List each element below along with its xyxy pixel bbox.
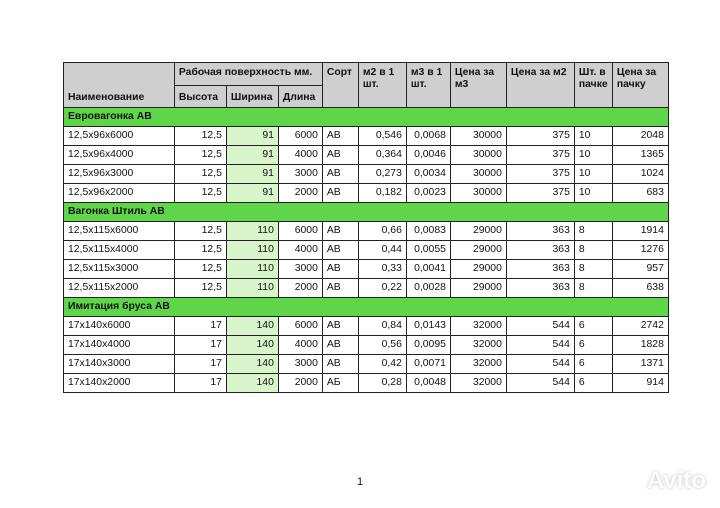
section-filler-cell bbox=[612, 108, 668, 127]
header-price-per-m2: Цена за м2 bbox=[506, 63, 574, 108]
cell-pieces-per-pack: 6 bbox=[574, 374, 612, 393]
avito-watermark bbox=[609, 466, 706, 496]
section-filler-cell bbox=[406, 108, 450, 127]
cell-grade: АБ bbox=[322, 374, 358, 393]
cell-grade: АВ bbox=[322, 279, 358, 298]
cell-price-per-pack: 1828 bbox=[612, 336, 668, 355]
cell-length: 6000 bbox=[278, 317, 322, 336]
cell-height: 12,5 bbox=[174, 146, 226, 165]
table-row bbox=[64, 222, 669, 241]
cell-m2-per-piece: 0,28 bbox=[358, 374, 406, 393]
header-name-top bbox=[64, 63, 175, 86]
cell-length: 2000 bbox=[278, 279, 322, 298]
cell-price-per-m3: 30000 bbox=[450, 146, 506, 165]
cell-pieces-per-pack: 8 bbox=[574, 260, 612, 279]
cell-height: 12,5 bbox=[174, 279, 226, 298]
table-row bbox=[64, 336, 669, 355]
cell-price-per-pack: 1276 bbox=[612, 241, 668, 260]
cell-price-per-pack: 683 bbox=[612, 184, 668, 203]
cell-price-per-m2: 544 bbox=[506, 374, 574, 393]
cell-m3-per-piece: 0,0023 bbox=[406, 184, 450, 203]
cell-m3-per-piece: 0,0095 bbox=[406, 336, 450, 355]
cell-grade: АВ bbox=[322, 165, 358, 184]
cell-m2-per-piece: 0,22 bbox=[358, 279, 406, 298]
cell-price-per-m3: 32000 bbox=[450, 355, 506, 374]
cell-price-per-pack: 1365 bbox=[612, 146, 668, 165]
header-price-per-m3: Цена за м3 bbox=[450, 63, 506, 108]
cell-price-per-m3: 32000 bbox=[450, 336, 506, 355]
cell-m2-per-piece: 0,364 bbox=[358, 146, 406, 165]
cell-price-per-m2: 363 bbox=[506, 222, 574, 241]
cell-name: 12,5х96х3000 bbox=[64, 165, 175, 184]
cell-name: 12,5х115х3000 bbox=[64, 260, 175, 279]
section-filler-cell bbox=[278, 108, 322, 127]
cell-name: 12,5х115х4000 bbox=[64, 241, 175, 260]
header-pieces-per-pack: Шт. в пачке bbox=[574, 63, 612, 108]
section-filler-cell bbox=[406, 298, 450, 317]
cell-length: 4000 bbox=[278, 336, 322, 355]
cell-length: 6000 bbox=[278, 127, 322, 146]
cell-m2-per-piece: 0,273 bbox=[358, 165, 406, 184]
section-filler-cell bbox=[506, 203, 574, 222]
cell-m3-per-piece: 0,0055 bbox=[406, 241, 450, 260]
header-length: Длина bbox=[278, 86, 322, 108]
cell-width: 91 bbox=[226, 184, 278, 203]
cell-price-per-m3: 30000 bbox=[450, 165, 506, 184]
cell-height: 17 bbox=[174, 374, 226, 393]
section-row bbox=[64, 298, 669, 317]
cell-m3-per-piece: 0,0046 bbox=[406, 146, 450, 165]
cell-pieces-per-pack: 6 bbox=[574, 355, 612, 374]
cell-price-per-m2: 544 bbox=[506, 336, 574, 355]
cell-m3-per-piece: 0,0083 bbox=[406, 222, 450, 241]
section-filler-cell bbox=[574, 108, 612, 127]
cell-width: 110 bbox=[226, 222, 278, 241]
cell-price-per-m2: 363 bbox=[506, 279, 574, 298]
table-row bbox=[64, 146, 669, 165]
cell-name: 12,5х115х2000 bbox=[64, 279, 175, 298]
cell-m3-per-piece: 0,0034 bbox=[406, 165, 450, 184]
cell-pieces-per-pack: 6 bbox=[574, 317, 612, 336]
table-row bbox=[64, 127, 669, 146]
cell-length: 3000 bbox=[278, 355, 322, 374]
section-filler-cell bbox=[450, 203, 506, 222]
cell-length: 4000 bbox=[278, 241, 322, 260]
section-filler-cell bbox=[358, 108, 406, 127]
cell-m3-per-piece: 0,0143 bbox=[406, 317, 450, 336]
section-filler-cell bbox=[574, 203, 612, 222]
cell-grade: АВ bbox=[322, 146, 358, 165]
cell-m2-per-piece: 0,546 bbox=[358, 127, 406, 146]
header-m2-per-piece: м2 в 1 шт. bbox=[358, 63, 406, 108]
cell-width: 140 bbox=[226, 317, 278, 336]
cell-width: 140 bbox=[226, 374, 278, 393]
section-filler-cell bbox=[506, 108, 574, 127]
cell-grade: АВ bbox=[322, 184, 358, 203]
cell-price-per-m3: 29000 bbox=[450, 241, 506, 260]
cell-price-per-pack: 2048 bbox=[612, 127, 668, 146]
cell-m3-per-piece: 0,0068 bbox=[406, 127, 450, 146]
header-price-per-pack: Цена за пачку bbox=[612, 63, 668, 108]
header-width: Ширина bbox=[226, 86, 278, 108]
cell-width: 91 bbox=[226, 127, 278, 146]
cell-height: 17 bbox=[174, 336, 226, 355]
section-filler-cell bbox=[278, 203, 322, 222]
cell-width: 140 bbox=[226, 336, 278, 355]
cell-grade: АВ bbox=[322, 222, 358, 241]
cell-length: 4000 bbox=[278, 146, 322, 165]
cell-pieces-per-pack: 6 bbox=[574, 336, 612, 355]
cell-length: 2000 bbox=[278, 374, 322, 393]
header-row-1 bbox=[64, 63, 669, 86]
cell-price-per-pack: 957 bbox=[612, 260, 668, 279]
cell-pieces-per-pack: 8 bbox=[574, 222, 612, 241]
cell-price-per-m3: 29000 bbox=[450, 222, 506, 241]
table-row bbox=[64, 184, 669, 203]
section-filler-cell bbox=[406, 203, 450, 222]
cell-price-per-pack: 1024 bbox=[612, 165, 668, 184]
section-filler-cell bbox=[574, 298, 612, 317]
section-filler-cell bbox=[358, 298, 406, 317]
cell-length: 3000 bbox=[278, 165, 322, 184]
cell-m3-per-piece: 0,0048 bbox=[406, 374, 450, 393]
cell-price-per-m2: 363 bbox=[506, 241, 574, 260]
header-grade: Сорт bbox=[322, 63, 358, 108]
cell-price-per-pack: 2742 bbox=[612, 317, 668, 336]
cell-length: 2000 bbox=[278, 184, 322, 203]
table-row bbox=[64, 374, 669, 393]
section-filler-cell bbox=[278, 298, 322, 317]
cell-price-per-pack: 914 bbox=[612, 374, 668, 393]
cell-name: 12,5х96х2000 bbox=[64, 184, 175, 203]
section-filler-cell bbox=[322, 108, 358, 127]
cell-width: 91 bbox=[226, 146, 278, 165]
cell-height: 17 bbox=[174, 355, 226, 374]
table-row bbox=[64, 355, 669, 374]
section-filler-cell bbox=[612, 203, 668, 222]
section-row bbox=[64, 108, 669, 127]
cell-m2-per-piece: 0,33 bbox=[358, 260, 406, 279]
cell-price-per-pack: 638 bbox=[612, 279, 668, 298]
cell-name: 12,5х96х6000 bbox=[64, 127, 175, 146]
cell-grade: АВ bbox=[322, 241, 358, 260]
section-filler-cell bbox=[506, 298, 574, 317]
cell-name: 12,5х96х4000 bbox=[64, 146, 175, 165]
cell-m2-per-piece: 0,56 bbox=[358, 336, 406, 355]
cell-price-per-m2: 375 bbox=[506, 127, 574, 146]
header-m3-per-piece: м3 в 1 шт. bbox=[406, 63, 450, 108]
section-filler-cell bbox=[450, 108, 506, 127]
cell-price-per-m3: 30000 bbox=[450, 184, 506, 203]
cell-price-per-m3: 32000 bbox=[450, 317, 506, 336]
cell-name: 17х140х4000 bbox=[64, 336, 175, 355]
cell-height: 17 bbox=[174, 317, 226, 336]
cell-width: 110 bbox=[226, 279, 278, 298]
cell-name: 17х140х6000 bbox=[64, 317, 175, 336]
section-filler-cell bbox=[226, 203, 278, 222]
cell-grade: АВ bbox=[322, 317, 358, 336]
cell-grade: АВ bbox=[322, 336, 358, 355]
cell-name: 17х140х3000 bbox=[64, 355, 175, 374]
cell-m2-per-piece: 0,42 bbox=[358, 355, 406, 374]
cell-height: 12,5 bbox=[174, 127, 226, 146]
table-row bbox=[64, 279, 669, 298]
cell-width: 110 bbox=[226, 260, 278, 279]
section-title: Имитация бруса АВ bbox=[64, 298, 175, 317]
cell-m3-per-piece: 0,0071 bbox=[406, 355, 450, 374]
cell-height: 12,5 bbox=[174, 260, 226, 279]
section-filler-cell bbox=[226, 298, 278, 317]
table-row bbox=[64, 241, 669, 260]
cell-price-per-m2: 544 bbox=[506, 317, 574, 336]
table-row bbox=[64, 165, 669, 184]
section-filler-cell bbox=[322, 203, 358, 222]
page-number: 1 bbox=[356, 476, 364, 488]
cell-name: 17х140х2000 bbox=[64, 374, 175, 393]
section-filler-cell bbox=[174, 298, 226, 317]
cell-pieces-per-pack: 10 bbox=[574, 165, 612, 184]
price-table bbox=[63, 62, 669, 393]
avito-logo-icon bbox=[609, 466, 643, 496]
cell-price-per-m3: 29000 bbox=[450, 260, 506, 279]
cell-width: 91 bbox=[226, 165, 278, 184]
section-title: Евровагонка АВ bbox=[64, 108, 175, 127]
cell-pieces-per-pack: 8 bbox=[574, 241, 612, 260]
watermark-text: Avito bbox=[646, 467, 706, 494]
cell-grade: АВ bbox=[322, 127, 358, 146]
section-filler-cell bbox=[450, 298, 506, 317]
section-row bbox=[64, 203, 669, 222]
header-height: Высота bbox=[174, 86, 226, 108]
cell-pieces-per-pack: 8 bbox=[574, 279, 612, 298]
cell-m2-per-piece: 0,66 bbox=[358, 222, 406, 241]
section-filler-cell bbox=[226, 108, 278, 127]
cell-m3-per-piece: 0,0028 bbox=[406, 279, 450, 298]
header-name: Наименование bbox=[64, 86, 175, 108]
cell-pieces-per-pack: 10 bbox=[574, 184, 612, 203]
section-filler-cell bbox=[174, 108, 226, 127]
cell-price-per-m2: 375 bbox=[506, 184, 574, 203]
cell-width: 110 bbox=[226, 241, 278, 260]
section-title: Вагонка Штиль АВ bbox=[64, 203, 175, 222]
cell-price-per-m3: 29000 bbox=[450, 279, 506, 298]
cell-height: 12,5 bbox=[174, 184, 226, 203]
cell-price-per-m2: 363 bbox=[506, 260, 574, 279]
cell-price-per-pack: 1371 bbox=[612, 355, 668, 374]
cell-m2-per-piece: 0,84 bbox=[358, 317, 406, 336]
cell-price-per-m3: 30000 bbox=[450, 127, 506, 146]
section-filler-cell bbox=[174, 203, 226, 222]
cell-name: 12,5х115х6000 bbox=[64, 222, 175, 241]
cell-m2-per-piece: 0,44 bbox=[358, 241, 406, 260]
cell-price-per-m2: 544 bbox=[506, 355, 574, 374]
section-filler-cell bbox=[322, 298, 358, 317]
cell-price-per-m2: 375 bbox=[506, 146, 574, 165]
cell-m2-per-piece: 0,182 bbox=[358, 184, 406, 203]
header-work-surface: Рабочая поверхность мм. bbox=[174, 63, 322, 86]
cell-pieces-per-pack: 10 bbox=[574, 127, 612, 146]
cell-grade: АВ bbox=[322, 355, 358, 374]
cell-length: 3000 bbox=[278, 260, 322, 279]
cell-grade: АВ bbox=[322, 260, 358, 279]
cell-price-per-m2: 375 bbox=[506, 165, 574, 184]
section-filler-cell bbox=[358, 203, 406, 222]
cell-height: 12,5 bbox=[174, 222, 226, 241]
cell-length: 6000 bbox=[278, 222, 322, 241]
cell-height: 12,5 bbox=[174, 165, 226, 184]
cell-pieces-per-pack: 10 bbox=[574, 146, 612, 165]
table-row bbox=[64, 317, 669, 336]
table-row bbox=[64, 260, 669, 279]
cell-width: 140 bbox=[226, 355, 278, 374]
cell-price-per-m3: 32000 bbox=[450, 374, 506, 393]
cell-height: 12,5 bbox=[174, 241, 226, 260]
section-filler-cell bbox=[612, 298, 668, 317]
cell-price-per-pack: 1914 bbox=[612, 222, 668, 241]
cell-m3-per-piece: 0,0041 bbox=[406, 260, 450, 279]
